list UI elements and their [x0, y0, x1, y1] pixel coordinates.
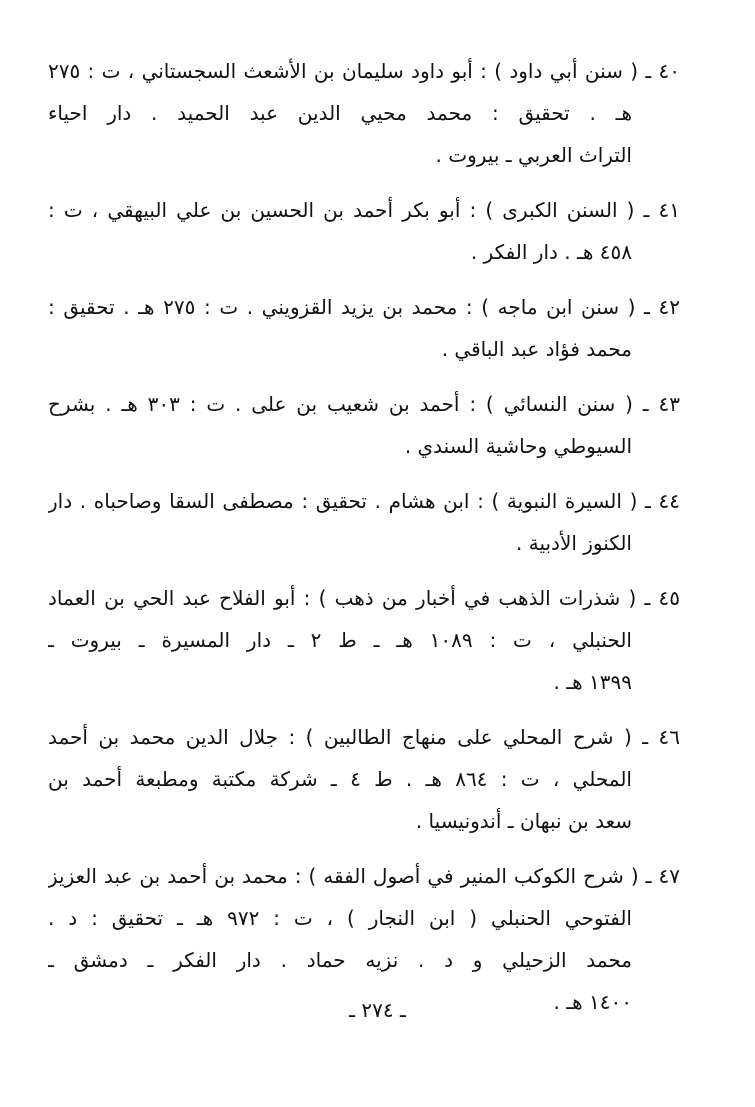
bibliography-entry: [48, 716, 680, 842]
entry-continuation-line: ١٤٠٠ هـ .: [553, 990, 632, 1014]
entry-continuation-line: ١٣٩٩ هـ .: [553, 670, 632, 694]
entry-continuation-line: سعد بن نبهان ـ أندونيسيا .: [415, 809, 632, 833]
entry-first-line: ٤٧ ـ ( شرح الكوكب المنير في أصول الفقه ) : محمد بن أحمد بن عبد العزيز: [48, 864, 680, 888]
entry-first-line: ٤٥ ـ ( شذرات الذهب في أخبار من ذهب ) : أبو الفلاح عبد الحي بن العماد: [48, 586, 680, 610]
entry-first-line: ٤٦ ـ ( شرح المحلي على منهاج الطالبين ) : جلال الدين محمد بن أحمد: [48, 725, 680, 749]
bibliography-entry: [48, 480, 680, 564]
bibliography-list: [48, 50, 680, 1023]
bibliography-entry: [48, 577, 680, 703]
entry-continuation-line: محمد فؤاد عبد الباقي .: [441, 337, 632, 361]
entry-first-line: ٤١ ـ ( السنن الكبرى ) : أبو بكر أحمد بن الحسين بن علي البيهقي ، ت :: [48, 198, 680, 222]
entry-continuation-line: هـ . تحقيق : محمد محيي الدين عبد الحميد . دار احياء: [48, 101, 632, 125]
bibliography-entry: [48, 189, 680, 273]
bibliography-entry: [48, 286, 680, 370]
entry-continuation-line: ٤٥٨ هـ . دار الفكر .: [470, 240, 632, 264]
entry-first-line: ٤٢ ـ ( سنن ابن ماجه ) : محمد بن يزيد القزويني . ت : ٢٧٥ هـ . تحقيق :: [48, 295, 680, 319]
entry-first-line: ٤٣ ـ ( سنن النسائي ) : أحمد بن شعيب بن على . ت : ٣٠٣ هـ . بشرح: [48, 392, 680, 416]
bibliography-entry: [48, 383, 680, 467]
entry-continuation-line: محمد الزحيلي و د . نزيه حماد . دار الفكر ـ دمشق ـ: [48, 948, 632, 972]
bibliography-entry: [48, 50, 680, 176]
entry-continuation-line: السيوطي وحاشية السندي .: [404, 434, 632, 458]
entry-continuation-line: المحلي ، ت : ٨٦٤ هـ . ط ٤ ـ شركة مكتبة ومطبعة أحمد بن: [48, 767, 632, 791]
entry-continuation-line: الفتوحي الحنبلي ( ابن النجار ) ، ت : ٩٧٢ هـ ـ تحقيق : د .: [48, 906, 632, 930]
entry-first-line: ٤٠ ـ ( سنن أبي داود ) : أبو داود سليمان بن الأشعث السجستاني ، ت : ٢٧٥: [48, 59, 680, 83]
page-number: ـ ٢٧٤ ـ: [349, 998, 406, 1022]
entry-continuation-line: الحنبلي ، ت : ١٠٨٩ هـ ـ ط ٢ ـ دار المسيرة ـ بيروت ـ: [48, 628, 632, 652]
entry-continuation-line: التراث العربي ـ بيروت .: [435, 143, 632, 167]
entry-first-line: ٤٤ ـ ( السيرة النبوية ) : ابن هشام . تحقيق : مصطفى السقا وصاحباه . دار: [48, 489, 680, 513]
entry-continuation-line: الكنوز الأدبية .: [516, 531, 632, 555]
